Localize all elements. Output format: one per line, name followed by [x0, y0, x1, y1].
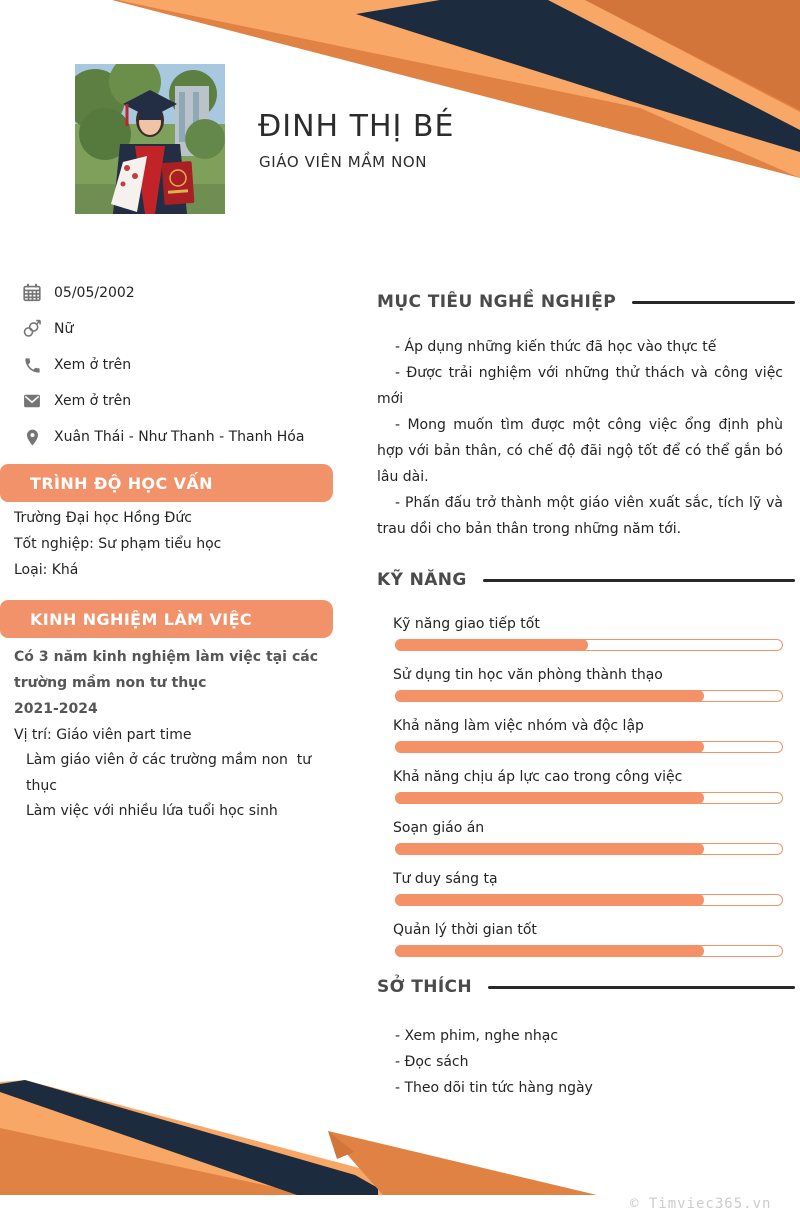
contact-item-gender [20, 311, 360, 347]
contact-phone: Xem ở trên [54, 357, 132, 373]
skills-heading-rule [483, 579, 795, 582]
skill-item [393, 667, 783, 702]
contact-item-address [20, 419, 360, 455]
contact-item-email [20, 383, 360, 419]
skill-bar-track [395, 945, 783, 957]
skills-heading: KỸ NĂNG [377, 570, 467, 590]
experience-period: 2021-2024 [14, 701, 98, 717]
education-content [14, 505, 324, 583]
skill-bar-fill [395, 843, 704, 855]
skill-bar-fill [395, 792, 704, 804]
skill-label: Sử dụng tin học văn phòng thành thạo [393, 667, 663, 683]
skill-bar-track [395, 741, 783, 753]
phone-icon [20, 353, 44, 377]
contact-item-phone [20, 347, 360, 383]
experience-duty: Làm giáo viên ở các trường mầm non tư thục [26, 752, 312, 794]
skill-bar-track [395, 639, 783, 651]
skill-bar-track [395, 690, 783, 702]
education-grade: Loại: Khá [14, 562, 79, 578]
hobbies-heading: SỞ THÍCH [377, 977, 473, 997]
experience-duty: Làm việc với nhiều lứa tuổi học sinh [26, 803, 278, 819]
skills-section-header [377, 570, 795, 590]
skill-bar-fill [395, 945, 704, 957]
education-degree: Tốt nghiệp: Sư phạm tiểu học [14, 536, 222, 552]
skill-bar-track [395, 894, 783, 906]
skill-label: Khả năng chịu áp lực cao trong công việc [393, 769, 683, 785]
location-icon [20, 425, 44, 449]
contact-section [20, 275, 360, 455]
watermark: © Timviec365.vn [630, 1196, 772, 1212]
contact-email: Xem ở trên [54, 393, 132, 409]
skill-item [393, 871, 783, 906]
person-job-title: GIÁO VIÊN MẦM NON [259, 153, 428, 171]
hobby-item: - Xem phim, nghe nhạc [395, 1028, 559, 1044]
objective-heading-rule [632, 301, 795, 304]
objective-item: - Mong muốn tìm được một công việc ổng định phù hợp với bản thân, có chế độ đãi ngộ tốt để có thể gắn bó lâu dài. [377, 417, 783, 485]
objective-item: - Được trải nghiệm với những thử thách và công việc mới [377, 365, 783, 407]
skill-bar-track [395, 843, 783, 855]
calendar-icon [20, 281, 44, 305]
education-school: Trường Đại học Hồng Đức [14, 510, 192, 526]
gender-icon [20, 317, 44, 341]
profile-photo [75, 64, 225, 214]
contact-gender: Nữ [54, 321, 74, 337]
contact-birthdate: 05/05/2002 [54, 285, 135, 301]
skill-bar-fill [395, 639, 588, 651]
education-section-header [0, 464, 333, 502]
skill-bar-fill [395, 690, 704, 702]
skill-bar-fill [395, 894, 704, 906]
right-column [377, 292, 783, 1101]
skill-item [393, 820, 783, 855]
experience-summary: Có 3 năm kinh nghiệm làm việc tại các trường mầm non tư thục [14, 649, 318, 691]
hobby-item: - Theo dõi tin tức hàng ngày [395, 1080, 593, 1096]
hobbies-heading-rule [488, 986, 795, 989]
objective-content [377, 334, 783, 542]
skill-label: Kỹ năng giao tiếp tốt [393, 616, 540, 632]
skill-item [393, 718, 783, 753]
skills-list [377, 616, 783, 957]
objective-section-header [377, 292, 795, 312]
hobbies-section-header [377, 977, 795, 997]
hobby-item: - Đọc sách [395, 1054, 469, 1070]
skill-item [393, 922, 783, 957]
profile-photo-image [75, 64, 225, 214]
education-heading: TRÌNH ĐỘ HỌC VẤN [30, 473, 213, 493]
contact-address: Xuân Thái - Như Thanh - Thanh Hóa [54, 429, 305, 445]
skill-label: Quản lý thời gian tốt [393, 922, 537, 938]
objective-heading: MỤC TIÊU NGHỀ NGHIỆP [377, 292, 617, 312]
skill-label: Tư duy sáng tạ [393, 871, 498, 887]
experience-section-header [0, 600, 333, 638]
person-name: ĐINH THỊ BÉ [258, 109, 455, 144]
skill-item [393, 616, 783, 651]
objective-item: - Áp dụng những kiến thức đã học vào thực tế [395, 339, 717, 355]
contact-item-birthdate [20, 275, 360, 311]
skill-label: Khả năng làm việc nhóm và độc lập [393, 718, 644, 734]
skill-item [393, 769, 783, 804]
skill-bar-track [395, 792, 783, 804]
experience-heading: KINH NGHIỆM LÀM VIỆC [30, 609, 253, 629]
skill-bar-fill [395, 741, 704, 753]
objective-item: - Phấn đấu trở thành một giáo viên xuất sắc, tích lỹ và trau dồi cho bản thân trong những năm tới. [377, 495, 783, 537]
skill-label: Soạn giáo án [393, 820, 485, 836]
experience-content [14, 644, 318, 825]
email-icon [20, 389, 44, 413]
experience-position: Vị trí: Giáo viên part time [14, 727, 192, 743]
